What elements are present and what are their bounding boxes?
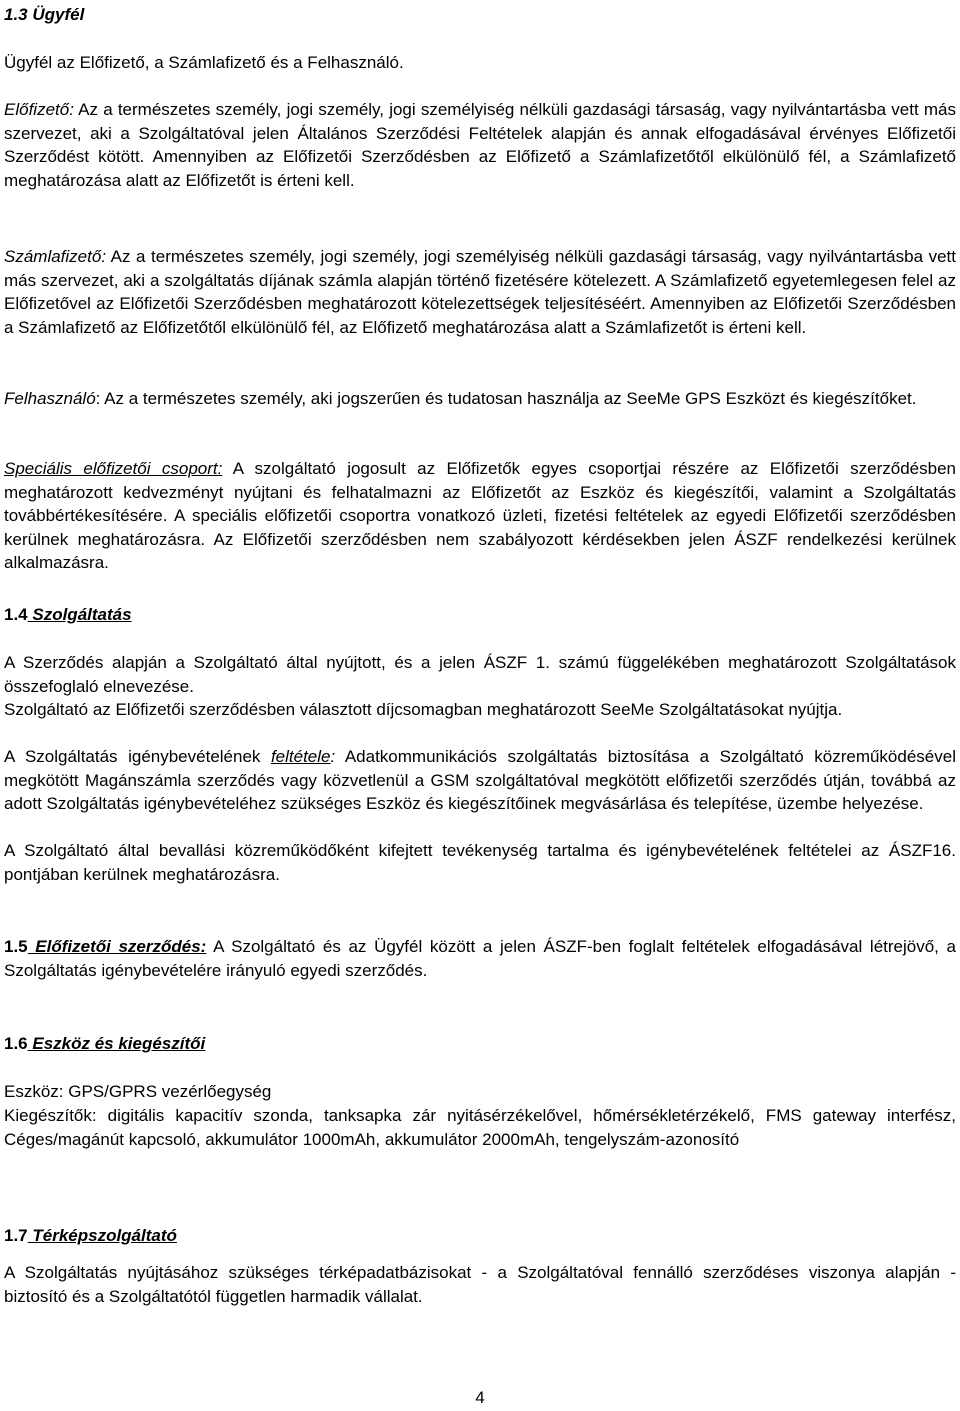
term: Számlafizető: [4,247,107,266]
section-1-4-heading [4,603,956,627]
section-title: Térképszolgáltató [27,1226,177,1245]
term: Speciális előfizetői csoport: [4,459,223,478]
section-number: 1.7 [4,1226,28,1245]
section-1-7-heading [4,1224,956,1248]
definition-specialis-csoport: Speciális előfizetői csoport: A szolgáltató jogosult az Előfizetők egyes csoportjai részére az Előfizetői szerződésben meghatározott kedvezményt nyújtani és felhatalmazni az Előfizetőt az Eszköz és kiegészítői, valamint a Szolgáltatás továbbértékesítésére. A speciális előfizetői csoportra vonatkozó üzleti, fizetési feltételek az egyedi Előfizetői szerződésben kerülnek meghatározásra. Az Előfizetői szerződésben nem szabályozott kérdésekben jelen ÁSZF rendelkezési kerülnek alkalmazásra. [4,459,956,572]
section-number: 1.4 [4,605,28,624]
section-1-3-intro: Ügyfél az Előfizető, a Számlafizető és a Felhasználó. [4,53,404,72]
term: Előfizető: [4,100,74,119]
section-1-4-paragraph-4: A Szolgáltató által bevallási közreműködőként kifejtett tevékenység tartalma és igénybevételének feltételei az ÁSZF16. pontjában kerülnek meghatározásra. [4,841,956,884]
section-title: 1.3 Ügyfél [4,5,85,24]
section-1-4-paragraph-2: Szolgáltató az Előfizetői szerződésben választott díjcsomagban meghatározott SeeMe Szolgáltatásokat nyújtja. [4,700,843,719]
section-title: Eszköz és kiegészítői [27,1034,206,1053]
section-1-5: 1.5 Előfizetői szerződés: A Szolgáltató és az Ügyfél között a jelen ÁSZF-ben foglalt feltételek elfogadásával létrejövő, a Szolgáltatás igénybevételére irányuló egyedi szerződés. [4,937,956,980]
section-1-3-heading [4,3,956,27]
section-1-4-paragraph-3: A Szolgáltatás igénybevételének feltétele: Adatkommunikációs szolgáltatás biztosítása a Szolgáltató közreműködésével megkötött Magánszámla szerződés vagy közvetlenül a GSM szolgáltatóval megkötött előfizetői szerződés útján, továbbá az adott Szolgáltatás igénybevételéhez szükséges Eszköz és kiegészítőinek megvásárlása és telepítése, üzembe helyezése. [4,747,956,813]
section-1-6-kiegeszitok: Kiegészítők: digitális kapacitív szonda, tanksapka zár nyitásérzékelővel, hőmérsékletérzékelő, FMS gateway interfész, Céges/magánút kapcsoló, akkumulátor 1000mAh, akkumulátor 2000mAh, tengelyszám-azonosító [4,1106,956,1149]
section-title: Előfizetői szerződés: [27,937,207,956]
definition-felhasznalo: Felhasználó: Az a természetes személy, aki jogszerűen és tudatosan használja az SeeMe GPS Eszközt és kiegészítőket. [4,389,917,408]
section-1-6-eszkoz: Eszköz: GPS/GPRS vezérlőegység [4,1082,272,1101]
section-number: 1.5 [4,937,28,956]
definition-szamlafizeto: Számlafizető: Az a természetes személy, jogi személy, jogi személyiség nélküli gazdasági társaság, vagy nyilvántartásba vett más szervezet, aki a szolgáltatás díjának számla alapján történő fizetésére kötelezett. A Számlafizető egyetemlegesen felel az Előfizetővel az Előfizetői Szerződésben meghatározott kötelezettségek teljesítéséért. Amennyiben az Előfizetői Szerződésben a Számlafizető az Előfizetőtől elkülönülő fél, az Előfizető meghatározása alatt a Számlafizetőt is érteni kell. [4,247,956,337]
definition-elofizeto: Előfizető: Az a természetes személy, jogi személy, jogi személyiség nélküli gazdasági társaság, vagy nyilvántartásba vett más szervezet, aki a Szolgáltatóval jelen Általános Szerződési Feltételek alapján és annak elfogadásával érvényes Előfizetői Szerződést kötött. Amennyiben az Előfizetői Szerződésben az Előfizető a Számlafizetőtől elkülönülő fél, a Számlafizető meghatározása alatt az Előfizetőt is érteni kell. [4,100,956,190]
section-1-7-paragraph: A Szolgáltatás nyújtásához szükséges térképadatbázisokat - a Szolgáltatóval fennálló szerződéses viszonya alapján - biztosító és a Szolgáltatótól független harmadik vállalat. [4,1263,956,1306]
section-title: Szolgáltatás [27,605,132,624]
term: Felhasználó [4,389,96,408]
page-number: 4 [475,1388,485,1407]
term: feltétele [270,747,331,766]
section-number: 1.6 [4,1034,28,1053]
section-1-6-heading [4,1032,956,1056]
section-1-4-paragraph-1: A Szerződés alapján a Szolgáltató által nyújtott, és a jelen ÁSZF 1. számú függelékében meghatározott Szolgáltatások összefoglaló elnevezése. [4,653,956,696]
